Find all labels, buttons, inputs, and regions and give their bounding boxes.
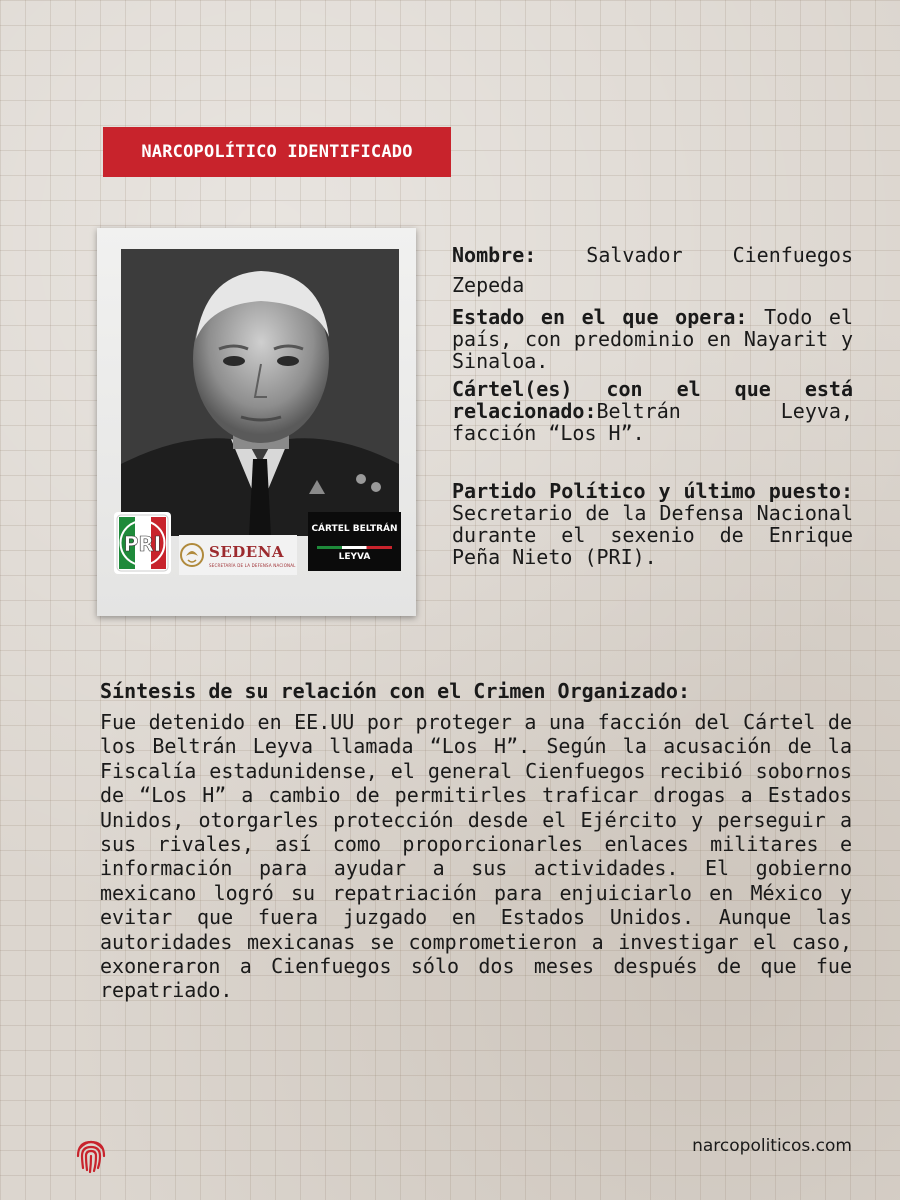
cartel-logo-line1: CÁRTEL BELTRÁN — [311, 524, 398, 534]
narcopolitico-tag: NARCOPOLÍTICO IDENTIFICADO — [103, 127, 451, 177]
sedena-logo — [179, 535, 297, 575]
sedena-logo-text: SEDENA — [209, 542, 285, 561]
synthesis-body: Fue detenido en EE.UU por proteger a una facción del Cártel de los Beltrán Leyva llamada “Los H”. Según la acusación de la Fiscalía estadunidense, el general Cienfuegos recibió sobornos de “Los H” a cambio de permitirles traficar drogas a Estados Unidos, otorgarles protección desde el Ejército y perseguir a sus rivales, así como proporcionarles enlaces militares e información para ayudar a sus actividades. El gobierno mexicano logró su repatriación para enjuiciarlo en México y evitar que fuera juzgado en Estados Unidos. Aunque las autoridades mexicanas se comprometieron a investigar el caso, exoneraron a Cienfuegos sólo dos meses después de que fue repatriado. — [100, 710, 852, 1003]
partido-value: Secretario de la Defensa Nacional durante el sexenio de Enrique Peña Nieto (PRI). — [452, 501, 853, 569]
estado-field — [452, 306, 853, 372]
estado-value: Todo el país, con predominio en Nayarit y Sinaloa. — [452, 305, 853, 373]
synthesis-title: Síntesis de su relación con el Crimen Organizado: — [100, 679, 691, 703]
nombre-value: Salvador Cienfuegos Zepeda — [452, 243, 853, 297]
cartel-logo-line2: LEYVA — [338, 552, 371, 562]
profile-info — [452, 240, 853, 568]
pri-logo-text: PRI — [123, 532, 162, 556]
partido-field — [452, 480, 853, 568]
nombre-label: Nombre: — [452, 243, 537, 267]
cartel-value: Beltrán Leyva, facción “Los H”. — [452, 399, 853, 445]
portrait-illustration — [121, 249, 399, 536]
sedena-logo-subtext: SECRETARÍA DE LA DEFENSA NACIONAL — [209, 562, 296, 568]
fingerprint-icon — [74, 1134, 108, 1174]
nombre-field — [452, 240, 853, 300]
cartel-field — [452, 378, 853, 444]
partido-label: Partido Político y último puesto: — [452, 479, 853, 503]
cartel-logo — [308, 512, 401, 571]
profile-photo — [121, 249, 399, 536]
pri-logo — [114, 512, 171, 574]
profile-photo-card — [97, 228, 416, 616]
eagle-emblem-icon — [179, 540, 205, 570]
footer-site: narcopoliticos.com — [692, 1136, 852, 1156]
cartel-label: Cártel(es) con el que está relacionado: — [452, 377, 853, 423]
flag-stripe — [317, 546, 392, 549]
estado-label: Estado en el que opera: — [452, 305, 748, 329]
